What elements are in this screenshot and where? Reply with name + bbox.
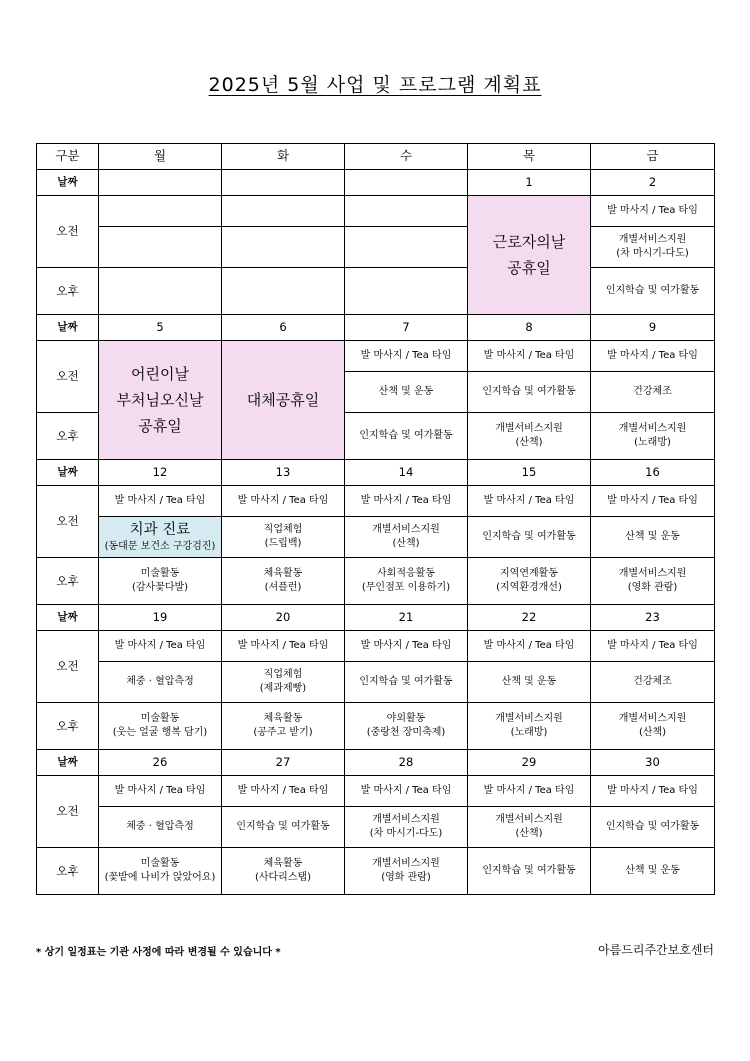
program-cell <box>99 227 222 268</box>
date-cell: 23 <box>591 605 715 631</box>
date-cell: 20 <box>222 605 345 631</box>
header-day: 화 <box>222 144 345 170</box>
program-cell: 야외활동 (중랑천 장미축제) <box>345 703 468 750</box>
program-cell: 발 마사지 / Tea 타임 <box>468 341 591 372</box>
program-cell: 발 마사지 / Tea 타임 <box>591 196 715 227</box>
date-cell: 5 <box>99 315 222 341</box>
date-cell: 30 <box>591 750 715 776</box>
program-cell: 개별서비스지원 (산책) <box>468 413 591 460</box>
holiday-cell: 어린이날 부처님오신날 공휴일 <box>99 341 222 460</box>
date-cell: 12 <box>99 460 222 486</box>
program-cell <box>222 268 345 315</box>
program-cell: 미술활동 (웃는 얼굴 행복 담기) <box>99 703 222 750</box>
am-label: 오전 <box>37 486 99 558</box>
date-cell: 2 <box>591 170 715 196</box>
program-cell: 인지학습 및 여가활동 <box>345 662 468 703</box>
pm-label: 오후 <box>37 848 99 895</box>
program-cell: 체중 · 혈압측정 <box>99 807 222 848</box>
program-cell: 인지학습 및 여가활동 <box>222 807 345 848</box>
program-cell: 발 마사지 / Tea 타임 <box>345 341 468 372</box>
program-cell: 개별서비스지원 (산책) <box>591 703 715 750</box>
date-label: 날짜 <box>37 750 99 776</box>
program-cell: 직업체험 (드립백) <box>222 517 345 558</box>
program-cell: 체육활동 (공주고 받기) <box>222 703 345 750</box>
am-label: 오전 <box>37 341 99 413</box>
date-cell: 14 <box>345 460 468 486</box>
program-cell: 발 마사지 / Tea 타임 <box>222 486 345 517</box>
program-cell <box>99 268 222 315</box>
pm-label: 오후 <box>37 558 99 605</box>
program-cell: 발 마사지 / Tea 타임 <box>591 631 715 662</box>
date-cell <box>222 170 345 196</box>
program-cell: 발 마사지 / Tea 타임 <box>591 341 715 372</box>
program-cell: 산책 및 운동 <box>591 517 715 558</box>
pm-label: 오후 <box>37 703 99 750</box>
date-cell: 26 <box>99 750 222 776</box>
header-day: 목 <box>468 144 591 170</box>
program-cell: 미술활동 (꽃밭에 나비가 앉았어요) <box>99 848 222 895</box>
program-cell: 인지학습 및 여가활동 <box>591 268 715 315</box>
program-cell: 미술활동 (감사꽃다발) <box>99 558 222 605</box>
pm-label: 오후 <box>37 268 99 315</box>
date-cell: 7 <box>345 315 468 341</box>
date-cell: 19 <box>99 605 222 631</box>
program-cell: 발 마사지 / Tea 타임 <box>591 776 715 807</box>
program-cell: 산책 및 운동 <box>468 662 591 703</box>
date-cell: 29 <box>468 750 591 776</box>
program-cell: 체육활동 (셔플런) <box>222 558 345 605</box>
program-cell: 직업체험 (제과제빵) <box>222 662 345 703</box>
date-cell <box>99 170 222 196</box>
date-cell: 22 <box>468 605 591 631</box>
header-label: 구분 <box>37 144 99 170</box>
dental-visit-cell <box>99 517 222 558</box>
program-cell: 발 마사지 / Tea 타임 <box>468 631 591 662</box>
header-day: 금 <box>591 144 715 170</box>
program-cell: 인지학습 및 여가활동 <box>468 848 591 895</box>
program-cell: 개별서비스지원 (차 마시기-다도) <box>345 807 468 848</box>
holiday-cell: 근로자의날 공휴일 <box>468 196 591 315</box>
program-cell <box>345 268 468 315</box>
program-cell: 건강체조 <box>591 662 715 703</box>
am-label: 오전 <box>37 631 99 703</box>
program-cell: 발 마사지 / Tea 타임 <box>222 776 345 807</box>
program-cell: 체중 · 혈압측정 <box>99 662 222 703</box>
program-cell <box>345 227 468 268</box>
date-cell: 16 <box>591 460 715 486</box>
date-label: 날짜 <box>37 170 99 196</box>
program-cell <box>345 196 468 227</box>
program-cell: 산책 및 운동 <box>345 372 468 413</box>
program-cell: 인지학습 및 여가활동 <box>468 517 591 558</box>
program-cell: 개별서비스지원 (노래방) <box>468 703 591 750</box>
program-cell: 인지학습 및 여가활동 <box>591 807 715 848</box>
date-cell: 15 <box>468 460 591 486</box>
program-cell: 발 마사지 / Tea 타임 <box>99 631 222 662</box>
date-cell: 8 <box>468 315 591 341</box>
program-cell: 개별서비스지원 (영화 관람) <box>345 848 468 895</box>
program-cell: 발 마사지 / Tea 타임 <box>591 486 715 517</box>
page-title: 2025년 5월 사업 및 프로그램 계획표 <box>208 74 542 96</box>
program-cell: 사회적응활동 (무인점포 이용하기) <box>345 558 468 605</box>
center-name: 아름드리주간보호센터 <box>598 943 714 957</box>
program-cell: 발 마사지 / Tea 타임 <box>468 486 591 517</box>
program-cell: 발 마사지 / Tea 타임 <box>345 631 468 662</box>
date-label: 날짜 <box>37 315 99 341</box>
program-cell: 발 마사지 / Tea 타임 <box>345 486 468 517</box>
program-cell <box>222 196 345 227</box>
program-cell: 발 마사지 / Tea 타임 <box>345 776 468 807</box>
program-cell: 발 마사지 / Tea 타임 <box>468 776 591 807</box>
program-cell <box>99 196 222 227</box>
program-cell: 개별서비스지원 (차 마시기-다도) <box>591 227 715 268</box>
date-cell: 13 <box>222 460 345 486</box>
header-day: 수 <box>345 144 468 170</box>
date-cell <box>345 170 468 196</box>
program-cell: 발 마사지 / Tea 타임 <box>222 631 345 662</box>
program-cell: 개별서비스지원 (산책) <box>468 807 591 848</box>
date-label: 날짜 <box>37 605 99 631</box>
pm-label: 오후 <box>37 413 99 460</box>
program-cell: 지역연계활동 (지역환경개선) <box>468 558 591 605</box>
header-day: 월 <box>99 144 222 170</box>
am-label: 오전 <box>37 196 99 268</box>
date-cell: 1 <box>468 170 591 196</box>
footnote: * 상기 일정표는 기관 사정에 따라 변경될 수 있습니다 * <box>36 947 281 958</box>
date-label: 날짜 <box>37 460 99 486</box>
program-cell: 발 마사지 / Tea 타임 <box>99 776 222 807</box>
program-cell: 개별서비스지원 (영화 관람) <box>591 558 715 605</box>
dental-title: 치과 진료 <box>129 521 191 538</box>
program-cell: 건강체조 <box>591 372 715 413</box>
program-cell: 발 마사지 / Tea 타임 <box>99 486 222 517</box>
program-cell: 개별서비스지원 (노래방) <box>591 413 715 460</box>
schedule-table <box>36 143 715 895</box>
am-label: 오전 <box>37 776 99 848</box>
holiday-cell: 대체공휴일 <box>222 341 345 460</box>
date-cell: 27 <box>222 750 345 776</box>
program-cell: 개별서비스지원 (산책) <box>345 517 468 558</box>
program-cell: 산책 및 운동 <box>591 848 715 895</box>
dental-subtitle: (동대문 보건소 구강검진) <box>104 540 216 552</box>
date-cell: 21 <box>345 605 468 631</box>
program-cell: 인지학습 및 여가활동 <box>345 413 468 460</box>
program-cell <box>222 227 345 268</box>
date-cell: 6 <box>222 315 345 341</box>
program-cell: 체육활동 (사다리스탭) <box>222 848 345 895</box>
program-cell: 인지학습 및 여가활동 <box>468 372 591 413</box>
date-cell: 28 <box>345 750 468 776</box>
date-cell: 9 <box>591 315 715 341</box>
